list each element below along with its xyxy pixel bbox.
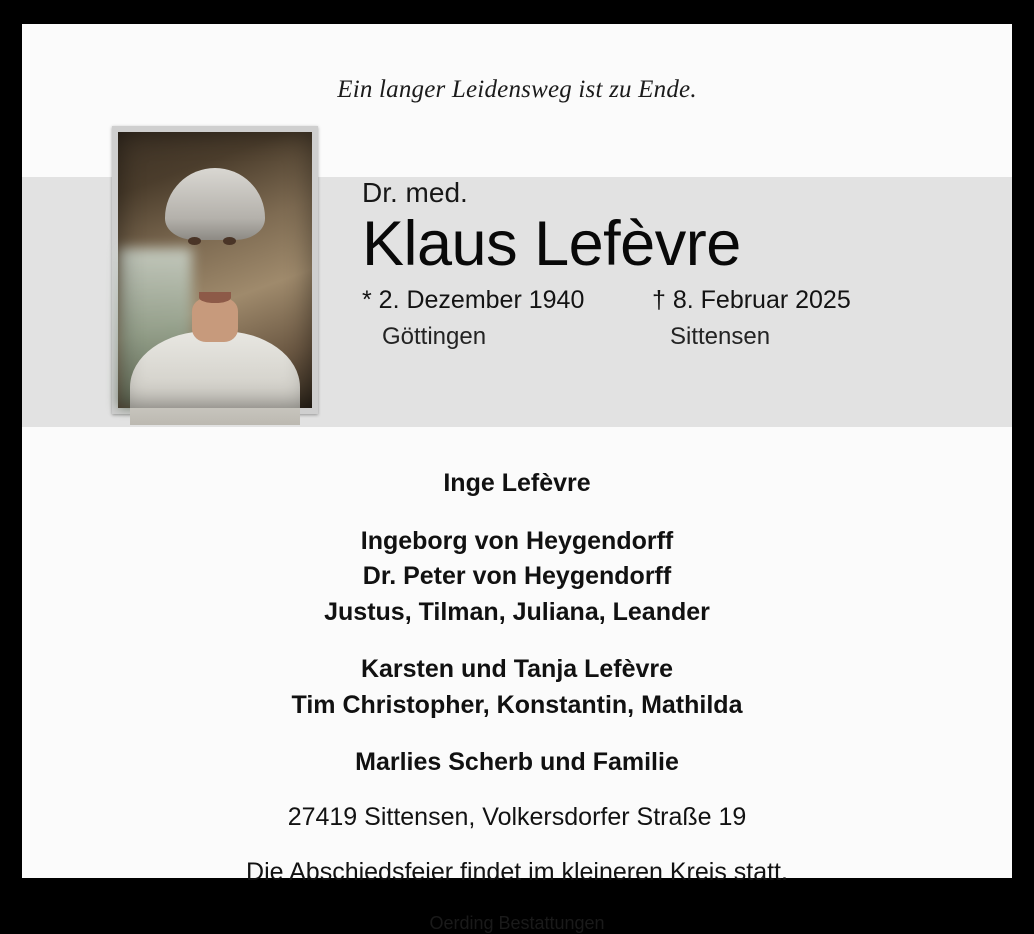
portrait-frame bbox=[112, 126, 318, 414]
mourner-group bbox=[22, 524, 1012, 631]
obituary-card bbox=[22, 24, 1012, 933]
funeral-home-credit: Oerding Bestattungen bbox=[429, 912, 605, 933]
mourner-line: Justus, Tilman, Juliana, Leander bbox=[324, 597, 710, 626]
address-line: 27419 Sittensen, Volkersdorfer Straße 19 bbox=[287, 802, 747, 831]
mourner-line: Ingeborg von Heygendorff bbox=[360, 526, 674, 555]
portrait-photo bbox=[118, 132, 312, 408]
mourner-group bbox=[22, 745, 1012, 781]
footer-section bbox=[22, 803, 1012, 934]
hero-section bbox=[22, 126, 1012, 426]
death-date: † 8. Februar 2025 bbox=[652, 285, 851, 314]
name-block bbox=[362, 178, 952, 351]
photo-vignette bbox=[118, 132, 312, 408]
birth-date: * 2. Dezember 1940 bbox=[362, 285, 585, 314]
mourner-line: Karsten und Tanja Lefèvre bbox=[360, 655, 674, 683]
birth-place: Göttingen bbox=[382, 322, 487, 350]
death-place: Sittensen bbox=[670, 322, 771, 350]
places-row bbox=[362, 323, 952, 351]
mourner-group bbox=[22, 652, 1012, 723]
mourner-line: Inge Lefèvre bbox=[443, 469, 591, 497]
mourner-line: Tim Christopher, Konstantin, Mathilda bbox=[291, 690, 743, 719]
mourner-line: Marlies Scherb und Familie bbox=[355, 748, 679, 776]
lead-line: Ein langer Leidensweg ist zu Ende. bbox=[337, 76, 697, 103]
ceremony-note: Die Abschiedsfeier findet im kleineren Kreis statt. bbox=[246, 857, 788, 886]
dates-row bbox=[362, 286, 952, 315]
mourner-group bbox=[22, 466, 1012, 502]
mourners-list bbox=[22, 466, 1012, 781]
mourner-line: Dr. Peter von Heygendorff bbox=[362, 562, 672, 590]
name-prefix: Dr. med. bbox=[362, 177, 468, 208]
full-name: Klaus Lefèvre bbox=[362, 208, 741, 279]
